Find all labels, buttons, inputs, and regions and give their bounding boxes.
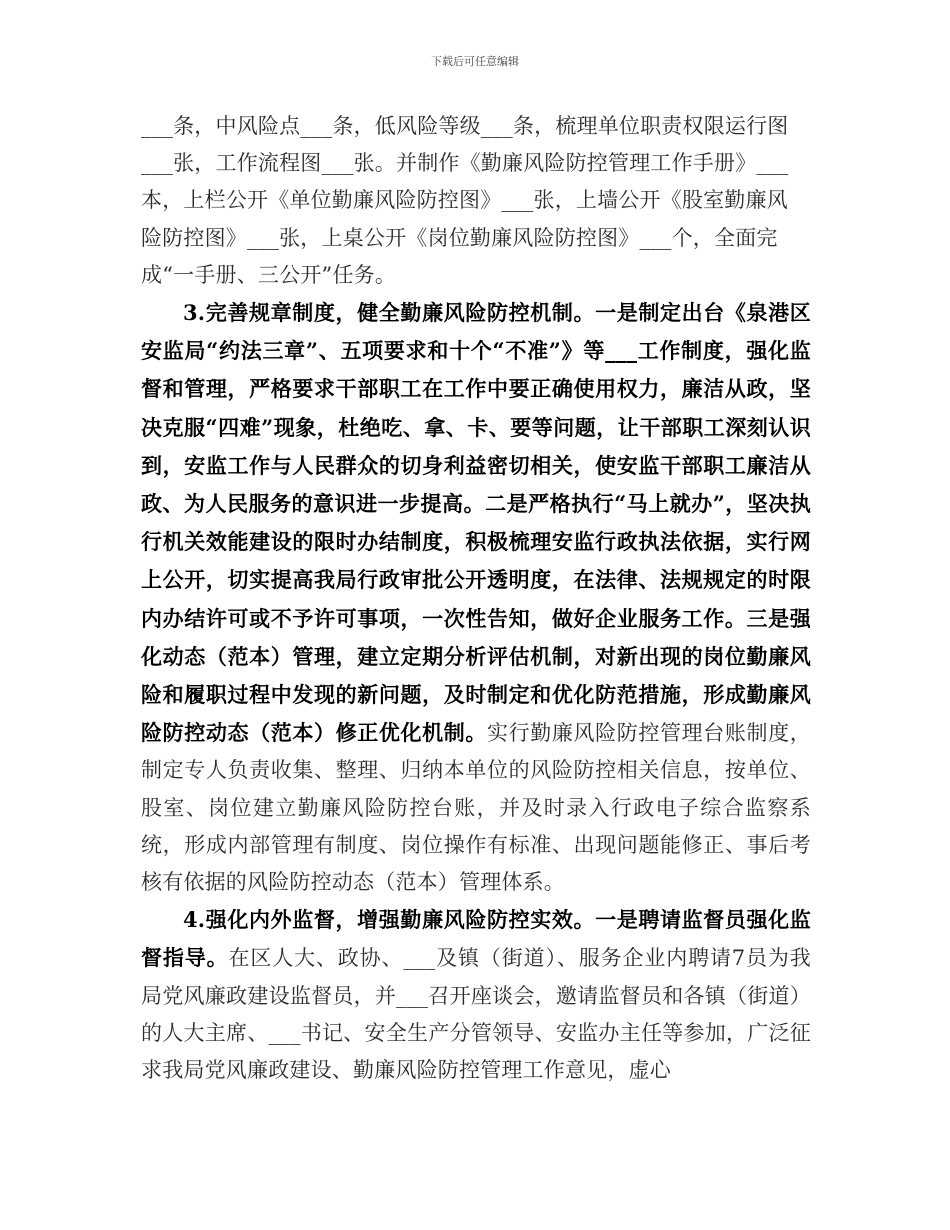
document-body bbox=[141, 108, 811, 1089]
paragraph-1-line-5: 成“一手册、三公开”任务。 bbox=[141, 262, 397, 287]
page-header-note: 下载后可任意编辑 bbox=[431, 55, 519, 68]
section-4-normal-text: 在区人大、政协、___及镇（街道）、服务企业内聘请7员为我局党风廉政建设监督员，并___召开座谈会，邀请监督员和各镇（街道）的人大主席、___书记、安全生产分管领导、安监办主任等参加，广泛征求我局党风廉政建设、勤廉风险防控管理工作意见，虚心 bbox=[141, 946, 811, 1083]
section-3-bold-text: 3.完善规章制度，健全勤廉风险防控机制。一是制定出台《泉港区安监局“约法三章”、五项要求和十个“不准”》等___工作制度，强化监督和管理，严格要求干部职工在工作中要正确使用权力，廉洁从政，坚决克服“四难”现象，杜绝吃、拿、卡、要等问题，让干部职工深刻认识到，安监工作与人民群众的切身利益密切相关，使安监干部职工廉洁从政、为人民服务的意识进一步提高。二是严格执行“马上就办”，坚决执行机关效能建设的限时办结制度，积极梳理安监行政执法依据，实行网上公开，切实提高我局行政审批公开透明度，在法律、法规规定的时限内办结许可或不予许可事项，一次性告知，做好企业服务工作。三是强化动态（范本）管理，建立定期分析评估机制，对新出现的岗位勤廉风险和履职过程中发现的新问题，及时制定和优化防范措施，形成勤廉风险防控动态（范本）修正优化机制。 bbox=[141, 300, 811, 746]
paragraph-1-line-4: 险防控图》___张，上桌公开《岗位勤廉风险防控图》___个，全面完 bbox=[141, 225, 778, 250]
section-4-bold-text: 4.强化内外监督，增强勤廉风险防控实效。一是聘请监督员强化监督指导。 bbox=[141, 907, 811, 971]
paragraph-2-section-3 bbox=[141, 294, 811, 901]
paragraph-1-line-3: 本，上栏公开《单位勤廉风险防控图》___张，上墙公开《股室勤廉风 bbox=[141, 188, 788, 213]
paragraph-1 bbox=[141, 108, 811, 294]
paragraph-3-section-4 bbox=[141, 901, 811, 1089]
paragraph-1-line-1: ___条，中风险点___条，低风险等级___条，梳理单位职责权限运行图 bbox=[141, 114, 789, 138]
paragraph-1-line-2: ___张，工作流程图___张。并制作《勤廉风险防控管理工作手册》___ bbox=[141, 151, 789, 176]
section-3-normal-text: 实行勤廉风险防控管理台账制度，制定专人负责收集、整理、归纳本单位的风险防控相关信息，按单位、股室、岗位建立勤廉风险防控台账，并及时录入行政电子综合监察系统，形成内部管理有制度、岗位操作有标准、出现问题能修正、事后考核有依据的风险防控动态（范本）管理体系。 bbox=[141, 721, 812, 895]
